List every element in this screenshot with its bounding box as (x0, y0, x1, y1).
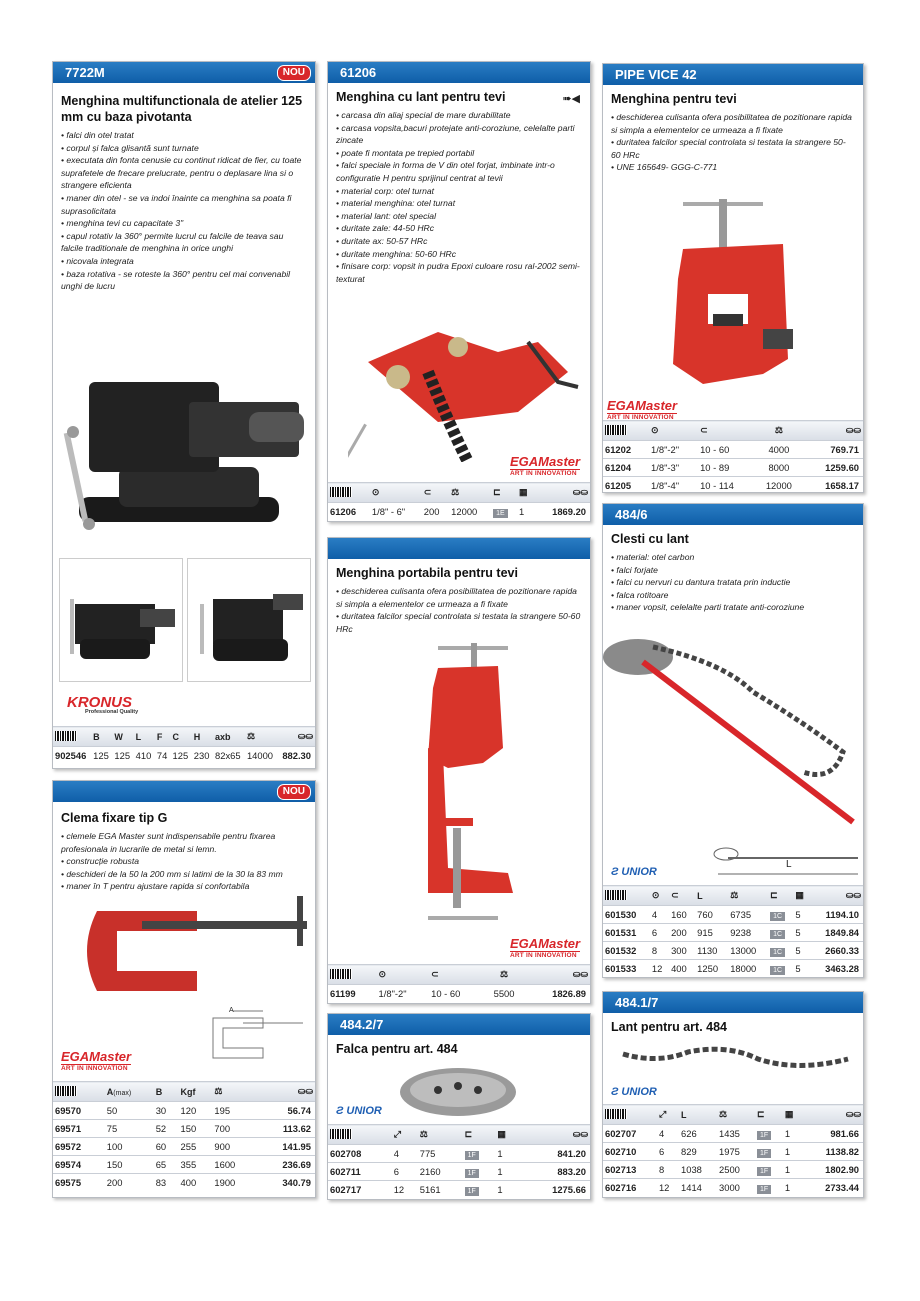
jaw-image (398, 1062, 518, 1122)
arrows-icon: ➠◀ (562, 93, 580, 105)
new-badge: NOU (277, 784, 311, 800)
product-card-pipe-vice-42 (602, 63, 864, 493)
weight-icon: ⚖ (449, 483, 491, 503)
table-row: 69575 200 83 400 1900 340.79 (53, 1174, 315, 1192)
table-row: 902546 125 125 410 74 125 230 82x65 14000 882.30 (53, 747, 315, 765)
feature-item: • carcasa din aliaj special de mare durabilitate (336, 110, 511, 120)
col-header: Kgf (179, 1082, 213, 1102)
feature-item: • executata din fonta cenusie cu continut ridicat de fier, cu toate suprafetele de frecare prelucrate, pentru o deplasare lina si o strangere eficienta (61, 155, 302, 191)
feature-list (328, 581, 590, 635)
spec-table (328, 964, 590, 1003)
coins-icon: ⛀⛀ (534, 483, 590, 503)
feature-item: • deschideri de la 50 la 200 mm si latimi de la 30 la 83 mm (61, 868, 283, 879)
feature-list (53, 826, 315, 893)
card-header (603, 992, 863, 1013)
pieces-icon: ▦ (495, 1125, 518, 1145)
table-row: 69571 75 52 150 700 113.62 (53, 1120, 315, 1138)
diameter-icon: ⊙ (377, 965, 430, 985)
feature-item: • maner din otel - se va indoi înainte ca menghina sa poata fi suprasolicitata (61, 192, 292, 216)
weight-icon: ⚖ (212, 1082, 255, 1102)
table-header (53, 727, 315, 747)
spec-table (328, 1124, 590, 1199)
package-icon: ⊏ (755, 1105, 783, 1125)
detail-image-1 (59, 558, 183, 682)
feature-item: • falci din otel tratat (61, 130, 134, 140)
pieces-icon: ▦ (793, 886, 810, 906)
feature-item: • material: otel carbon (611, 552, 695, 562)
feature-item: • UNE 165649- GGG-C-771 (611, 162, 718, 173)
ega-master-logo: EGAMaster ART IN INNOVATION (61, 1049, 132, 1072)
barcode-icon (603, 886, 650, 906)
package-icon: ⊏ (491, 483, 517, 503)
feature-list (603, 547, 863, 614)
product-code: PIPE VICE 42 (615, 67, 697, 82)
table-header (603, 421, 863, 441)
feature-list (328, 105, 590, 285)
opening-icon: ⊂ (698, 421, 756, 441)
col-header: L (679, 1105, 717, 1125)
diameter-icon: ⊙ (370, 483, 422, 503)
card-header (603, 504, 863, 525)
dimension-label: L (786, 859, 792, 870)
product-title: Clesti cu lant (611, 532, 689, 546)
col-header: B (154, 1082, 179, 1102)
feature-item: • clemele EGA Master sunt indispensabile pentru fixarea profesionala in lucrarile de metal si lemn. (61, 831, 276, 854)
table-row: 601533 12 400 1250 18000 1C 5 3463.28 (603, 960, 863, 978)
card-header (53, 62, 315, 83)
table-row: 601532 8 300 1130 13000 1C 5 2660.33 (603, 942, 863, 960)
feature-item: • menghina tevi cu capacitate 3" (61, 218, 184, 229)
card-header (328, 538, 590, 559)
table-row: 602713 8 1038 2500 1F 1 1802.90 (603, 1161, 863, 1179)
feature-item: • duritatea falcilor special controlata si testata la strangere 50-60 HRc (611, 137, 846, 160)
feature-item: • deschiderea culisanta ofera posibilitatea de pozitionare rapida si simpla a elementelor ce urmeaza a fi fixate (336, 586, 577, 609)
coins-icon: ⛀⛀ (524, 965, 590, 985)
card-header (328, 1014, 590, 1035)
feature-item: • nicovala integrata (61, 255, 134, 266)
product-code: 61206 (340, 65, 377, 80)
product-code: 484/6 (615, 507, 648, 522)
detail-image-2 (187, 558, 311, 682)
package-icon: ⊏ (768, 886, 793, 906)
ega-master-logo: EGAMaster ART IN INNOVATION (607, 398, 678, 421)
card-header (328, 62, 590, 83)
table-header (328, 1125, 590, 1145)
bench-vice-image (59, 362, 311, 537)
col-header: B (91, 727, 112, 747)
table-header (603, 1105, 863, 1125)
product-code: 7722M (65, 65, 105, 80)
spec-table (328, 482, 590, 521)
ega-master-logo: EGAMaster ART IN INNOVATION (510, 454, 581, 477)
diameter-icon: ⊙ (649, 421, 698, 441)
feature-item: • material lant: otel special (336, 210, 436, 221)
ega-master-logo: EGAMaster ART IN INNOVATION (510, 936, 581, 959)
feature-item: • construcție robusta (61, 856, 140, 867)
feature-item: • capul rotativ la 360° permite lucrul cu falcile de teava sau falcile traditionale de menghina in orice unghi (61, 230, 284, 254)
table-row: 69574 150 65 355 1600 236.69 (53, 1156, 315, 1174)
card-header (603, 64, 863, 85)
spec-table (603, 1104, 863, 1197)
barcode-icon (53, 1082, 105, 1102)
coins-icon: ⛀⛀ (255, 1082, 315, 1102)
product-card-484-2-7 (327, 1013, 591, 1200)
product-title: Menghina pentru tevi (611, 92, 737, 106)
unior-logo: Ƨ UNIOR (611, 1086, 657, 1098)
table-row: 69572 100 60 255 900 141.95 (53, 1138, 315, 1156)
chain-image (618, 1044, 853, 1074)
unior-logo: Ƨ UNIOR (336, 1105, 382, 1117)
opening-icon: ⊂ (422, 483, 449, 503)
table-row: 61202 1/8"-2" 10 - 60 4000 769.71 (603, 441, 863, 459)
feature-item: • duritate ax: 50-57 HRc (336, 235, 428, 246)
feature-item: • material corp: otel turnat (336, 185, 435, 196)
feature-list (603, 107, 863, 174)
table-row: 69570 50 30 120 195 56.74 (53, 1102, 315, 1120)
product-title: Lant pentru art. 484 (611, 1020, 727, 1034)
weight-icon: ⚖ (728, 886, 768, 906)
feature-item: • maner în T pentru ajustare rapida si confortabila (61, 881, 250, 892)
table-row: 601531 6 200 915 9238 1C 5 1849.84 (603, 924, 863, 942)
size-icon: ⤢ (392, 1125, 418, 1145)
col-header: L (695, 886, 728, 906)
product-card-61206 (327, 61, 591, 522)
product-title: Clema fixare tip G (61, 811, 168, 825)
product-title: Menghina multifunctionala de atelier 125 mm cu baza pivotanta (61, 94, 303, 124)
spec-table (603, 420, 863, 495)
col-header: L (134, 727, 155, 747)
new-badge: NOU (277, 65, 311, 81)
table-row: 61206 1/8" - 6" 200 12000 1E 1 1869.20 (328, 503, 590, 521)
table-header (328, 965, 590, 985)
col-header: W (112, 727, 133, 747)
g-clamp-image (67, 891, 307, 1001)
feature-item: • baza rotativa - se roteste la 360° pentru cel mai convenabil unghi de lucru (61, 268, 291, 292)
coins-icon: ⛀⛀ (277, 727, 315, 747)
product-card-7722m (52, 61, 316, 769)
table-row: 602717 12 5161 1F 1 1275.66 (328, 1181, 590, 1199)
table-header (328, 483, 590, 503)
feature-item: • falci forjate (611, 564, 658, 575)
feature-item: • deschiderea culisanta ofera posibilitatea de pozitionare rapida si simpla a elementelor ce urmeaza a fi fixate (611, 112, 852, 135)
product-title: Menghina cu lant pentru tevi (336, 90, 506, 104)
package-icon: ⊏ (463, 1125, 496, 1145)
feature-item: • finisare corp: vopsit in pudra Epoxi culoare rosu ral-2002 semi-texturat (336, 261, 580, 284)
product-card-484-6 (602, 503, 864, 978)
spec-table (53, 726, 315, 765)
barcode-icon (328, 1125, 392, 1145)
barcode-icon (603, 421, 649, 441)
table-row: 61199 1/8"-2" 10 - 60 5500 1826.89 (328, 985, 590, 1003)
opening-icon: ⊂ (669, 886, 695, 906)
pieces-icon: ▦ (783, 1105, 802, 1125)
feature-item: • duritate zale: 44-50 HRc (336, 223, 435, 234)
weight-icon: ⚖ (245, 727, 278, 747)
pieces-icon: ▦ (517, 483, 534, 503)
diameter-icon: ⊙ (650, 886, 669, 906)
feature-item: • poate fi montata pe trepied portabil (336, 147, 475, 158)
feature-item: • carcasa vopsita,bacuri protejate anti-coroziune, celelalte parti zincate (336, 122, 575, 146)
feature-item: • duritatea falcilor special controlata si testata la strangere 50-60 HRc (336, 611, 581, 634)
clamp-dimension-diagram (203, 1003, 313, 1068)
table-row: 602708 4 775 1F 1 841.20 (328, 1145, 590, 1163)
col-header: axb (213, 727, 245, 747)
weight-icon: ⚖ (717, 1105, 755, 1125)
feature-item: • falci cu nervuri cu dantura tratata prin inductie (611, 577, 791, 588)
unior-logo: Ƨ UNIOR (611, 866, 657, 878)
barcode-icon (328, 965, 377, 985)
feature-item: • corpul și falca glisantă sunt turnate (61, 142, 199, 153)
table-header (53, 1082, 315, 1102)
dimension-label: A (229, 1007, 234, 1014)
product-title: Falca pentru art. 484 (336, 1042, 458, 1056)
table-row: 601530 4 160 760 6735 1C 5 1194.10 (603, 906, 863, 924)
product-code: 484.2/7 (340, 1017, 384, 1032)
size-icon: ⤢ (657, 1105, 679, 1125)
barcode-icon (328, 483, 370, 503)
barcode-icon (53, 727, 91, 747)
coins-icon: ⛀⛀ (802, 421, 863, 441)
product-card-g-clamp (52, 780, 316, 1198)
table-row: 61205 1/8"-4" 10 - 114 12000 1658.17 (603, 477, 863, 495)
feature-item: • material menghina: otel turnat (336, 198, 456, 209)
kronus-logo (67, 694, 138, 715)
chain-vice-image (348, 302, 588, 462)
card-header (53, 781, 315, 802)
spec-table (603, 885, 863, 978)
coins-icon: ⛀⛀ (518, 1125, 590, 1145)
brand-tagline: Professional Quality (85, 709, 139, 715)
coins-icon: ⛀⛀ (810, 886, 863, 906)
feature-list (53, 125, 315, 293)
col-header-sub: (max) (113, 1089, 132, 1097)
product-card-484-1-7 (602, 991, 864, 1198)
product-title: Menghina portabila pentru tevi (336, 566, 518, 580)
weight-icon: ⚖ (484, 965, 525, 985)
col-header: A (106, 1086, 114, 1097)
col-header: F (155, 727, 171, 747)
table-row: 602711 6 2160 1F 1 883.20 (328, 1163, 590, 1181)
table-row: 61204 1/8"-3" 10 - 89 8000 1259.60 (603, 459, 863, 477)
col-header: H (192, 727, 213, 747)
table-row: 602707 4 626 1435 1F 1 981.66 (603, 1125, 863, 1143)
product-card-61199 (327, 537, 591, 1004)
coins-icon: ⛀⛀ (802, 1105, 863, 1125)
chain-wrench-image (603, 632, 863, 842)
barcode-icon (603, 1105, 657, 1125)
feature-item: • falci speciale in forma de V din otel forjat, imbinate intr-o configuratie H pentru sprijinul centrat al tevii (336, 160, 555, 183)
weight-icon: ⚖ (756, 421, 802, 441)
product-code: 484.1/7 (615, 995, 659, 1010)
weight-icon: ⚖ (418, 1125, 463, 1145)
spec-table (53, 1081, 315, 1192)
table-row: 602710 6 829 1975 1F 1 1138.82 (603, 1143, 863, 1161)
pack-badge: 1E (493, 509, 508, 518)
portable-vice-image (388, 638, 538, 938)
opening-icon: ⊂ (429, 965, 484, 985)
brand-name: KRONUS (67, 694, 133, 711)
feature-item: • maner vopsit, celelalte parti tratate anti-coroziune (611, 602, 805, 613)
feature-item: • duritate menghina: 50-60 HRc (336, 248, 457, 259)
col-header: C (171, 727, 192, 747)
table-header (603, 886, 863, 906)
table-row: 602716 12 1414 3000 1F 1 2733.44 (603, 1179, 863, 1197)
feature-item: • falca rotitoare (611, 589, 669, 600)
pipe-vice-image (663, 189, 843, 394)
